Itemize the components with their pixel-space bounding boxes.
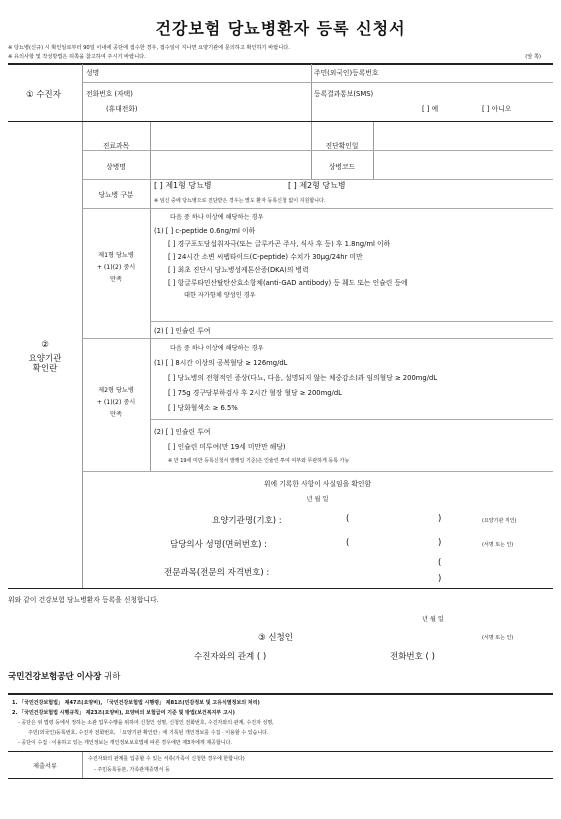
sms-yes-checkbox[interactable]: [ ] 예	[422, 105, 439, 113]
attachment-label: 제출서류	[33, 763, 57, 770]
notice-line-2: ※ 유의사항 및 작성방법은 뒤쪽을 참고하여 주시기 바랍니다.	[8, 54, 146, 60]
applicant-label: ③ 신청인	[258, 633, 293, 643]
type2-checkbox[interactable]: [ ] 제2형 당뇨병	[288, 181, 346, 190]
type2-criterion-3[interactable]: [ ] 75g 경구당부하검사 후 2시간 혈장 혈당 ≥ 200mg/dL	[168, 389, 342, 397]
law-line-5: - 공단이 수집 · 이용하고 있는 개인정보는 개인정보보호법에 따른 경우에만 제3자에게 제공합니다.	[18, 740, 233, 746]
institution-paren-open: (	[346, 514, 350, 524]
type2-no-insulin-checkbox[interactable]: [ ] 인슐린 미투여(만 19세 미만만 해당)	[168, 443, 286, 451]
divider	[8, 588, 553, 589]
apply-date[interactable]: 년 월 일	[422, 616, 444, 623]
divider	[82, 338, 553, 339]
divider	[8, 751, 553, 752]
divider	[82, 64, 83, 121]
divider	[82, 752, 83, 778]
provider-section-number: ②	[41, 340, 49, 350]
type-note: ※ 임신 중에 당뇨병으로 진단받은 경우는 별도 환자 등록신청 없이 지원합니다.	[154, 198, 326, 204]
page-indicator: (앞 쪽)	[525, 54, 541, 60]
specialty-label: 전문과목(전문의 자격번호) :	[164, 568, 270, 578]
law-line-2: 2. 「국민건강보험법 시행규칙」 제23조(요양비), 요양비의 보험급여 기준 및 방법(보건복지부 고시)	[12, 710, 235, 716]
doctor-sign-label: (서명 또는 인)	[482, 542, 514, 548]
type2-criterion-1[interactable]: (1) [ ] 8시간 이상의 공복혈당 ≥ 126mg/dL	[154, 359, 288, 367]
law-line-3: - 공단은 위 법령 등에서 정하는 소관 업무수행을 위하여 신청인 성명, 신청인 전화번호, 수진자와의 관계, 수진자 성명,	[18, 720, 274, 726]
divider	[82, 208, 553, 209]
type2-insulin-checkbox[interactable]: (2) [ ] 인슐린 투여	[154, 428, 211, 436]
divider	[82, 82, 553, 83]
law-line-1: 1. 「국민건강보험법」 제47조(요양비), 「국민건강보험법 시행령」 제81조(민감정보 및 고유식별정보의 처리)	[12, 700, 260, 706]
table-top-border	[8, 63, 553, 65]
doctor-paren-close: )	[438, 538, 442, 548]
doctor-paren-open: (	[346, 538, 350, 548]
type2-criteria-label-2: + (1)(2) 중시	[96, 399, 136, 406]
attachment-line-2: - 주민등록등본, 가족관계증명서 등	[94, 767, 170, 773]
divider	[8, 693, 553, 695]
patient-phone-label: 전화번호 (자택)	[86, 90, 133, 98]
type2-criterion-4[interactable]: [ ] 당화혈색소 ≥ 6.5%	[168, 404, 238, 412]
apply-statement: 위와 같이 건강보험 당뇨병환자 등록을 신청합니다.	[8, 596, 159, 604]
type1-criterion-1[interactable]: (1) [ ] c-peptide 0.6ng/ml 이하	[154, 227, 256, 235]
provider-section-label-1: 요양기관	[28, 354, 62, 364]
patient-mobile-label: (휴대전화)	[106, 105, 138, 113]
disease-name-label: 상병명	[106, 163, 126, 171]
type1-criteria-label-1: 제1형 당뇨병	[98, 252, 134, 259]
diabetes-type-label: 당뇨병 구분	[98, 191, 134, 199]
specialty-paren-open: (	[438, 558, 442, 568]
recipient	[8, 670, 120, 682]
notice-line-1: ※ 당뇨병(신규) 시 확인일로부터 90일 이내에 공단에 접수한 경우, 접수일이 지나면 요양기관에 문의하고 확인하기 바랍니다.	[8, 45, 290, 51]
applicant-sign-label: (서명 또는 인)	[482, 635, 514, 641]
dept-label: 진료과목	[102, 142, 130, 150]
attachment-line-1: 수진자와의 관계를 입증할 수 있는 서류(가족이 신청한 경우에 한합니다)	[88, 756, 245, 762]
divider	[82, 150, 553, 151]
type2-header: 다음 중 하나 이상에 해당하는 경우	[170, 345, 264, 352]
divider	[82, 471, 553, 472]
divider	[8, 121, 553, 122]
provider-section-label-2: 확인란	[32, 364, 58, 374]
institution-seal-label: (요양기관 직인)	[482, 518, 517, 524]
specialty-paren-close: )	[438, 574, 442, 584]
confirm-date[interactable]: 년 월 일	[306, 496, 329, 503]
diagnosis-date-label: 진단확인일	[325, 142, 359, 150]
type2-note: ※ 만 19세 미만 등록신청서 발행일 기준)은 인슐린 투여 여부와 무관하게 등록 가능	[168, 458, 350, 464]
recipient-suffix: 귀하	[101, 672, 121, 682]
patient-name-label: 성명	[86, 69, 100, 77]
institution-paren-close: )	[438, 514, 442, 524]
patient-section-label: ① 수진자	[26, 90, 61, 100]
type2-criteria-label-1: 제2형 당뇨병	[98, 387, 134, 394]
sms-label: 등록결과통보(SMS)	[314, 90, 374, 98]
type1-checkbox[interactable]: [ ] 제1형 당뇨병	[154, 181, 212, 190]
type1-insulin-checkbox[interactable]: (2) [ ] 인슐린 투여	[154, 327, 211, 335]
sms-no-checkbox[interactable]: [ ] 아니오	[482, 105, 512, 113]
divider	[8, 778, 553, 779]
type2-criteria-label-3: 만족	[110, 411, 122, 418]
type1-criterion-5[interactable]: [ ] 항글루타민산탈탄산효소항체(anti-GAD antibody) 등 췌도 또는 인슐린 등에	[168, 279, 408, 287]
type1-criterion-4[interactable]: [ ] 최초 진단시 당뇨병성케톤산증(DKA)의 병력	[168, 266, 309, 274]
type1-criteria-label-2: + (1)(2) 중시	[96, 264, 136, 271]
divider	[311, 64, 312, 121]
type1-criterion-3[interactable]: [ ] 24시간 소변 씨펩타이드(C-peptide) 수치가 30μg/24hr 미만	[168, 253, 363, 261]
type1-criteria-label-3: 만족	[110, 276, 122, 283]
doctor-label: 담당의사 성명(면허번호) :	[170, 540, 268, 550]
relation-field[interactable]: 수진자와의 관계 ( )	[194, 652, 267, 662]
institution-label: 요양기관명(기호) :	[212, 516, 282, 526]
confirm-statement: 위에 기록한 사항이 사실임을 확인함	[263, 480, 372, 488]
divider	[150, 321, 553, 322]
type1-criterion-5-cont: 대한 자가항체 양성인 경우	[184, 292, 256, 299]
type2-criterion-2[interactable]: [ ] 당뇨병의 전형적인 증상(다뇨, 다음, 설명되지 않는 체중감소)과 임의혈당 ≥ 200mg/dL	[168, 374, 438, 382]
patient-rrn-label: 주민(외국인)등록번호	[314, 69, 379, 77]
type1-criterion-2[interactable]: [ ] 경구포도당섭취자극(또는 글루카곤 주사, 식사 후 등) 후 1.8ng/ml 이하	[168, 240, 391, 248]
form-title: 건강보험 당뇨병환자 등록 신청서	[155, 19, 406, 38]
law-line-4: 주민(외국인)등록번호, 수진자 전화번호, 「요양기관 확인란」에 기록된 개인정보를 수집 · 이용할 수 있습니다.	[28, 730, 269, 736]
applicant-phone-field[interactable]: 전화번호 ( )	[390, 652, 435, 662]
disease-code-label: 상병코드	[328, 163, 356, 171]
recipient-name: 국민건강보험공단 이사장	[8, 672, 102, 682]
divider	[150, 419, 553, 420]
type1-header: 다음 중 하나 이상에 해당하는 경우	[170, 214, 264, 221]
